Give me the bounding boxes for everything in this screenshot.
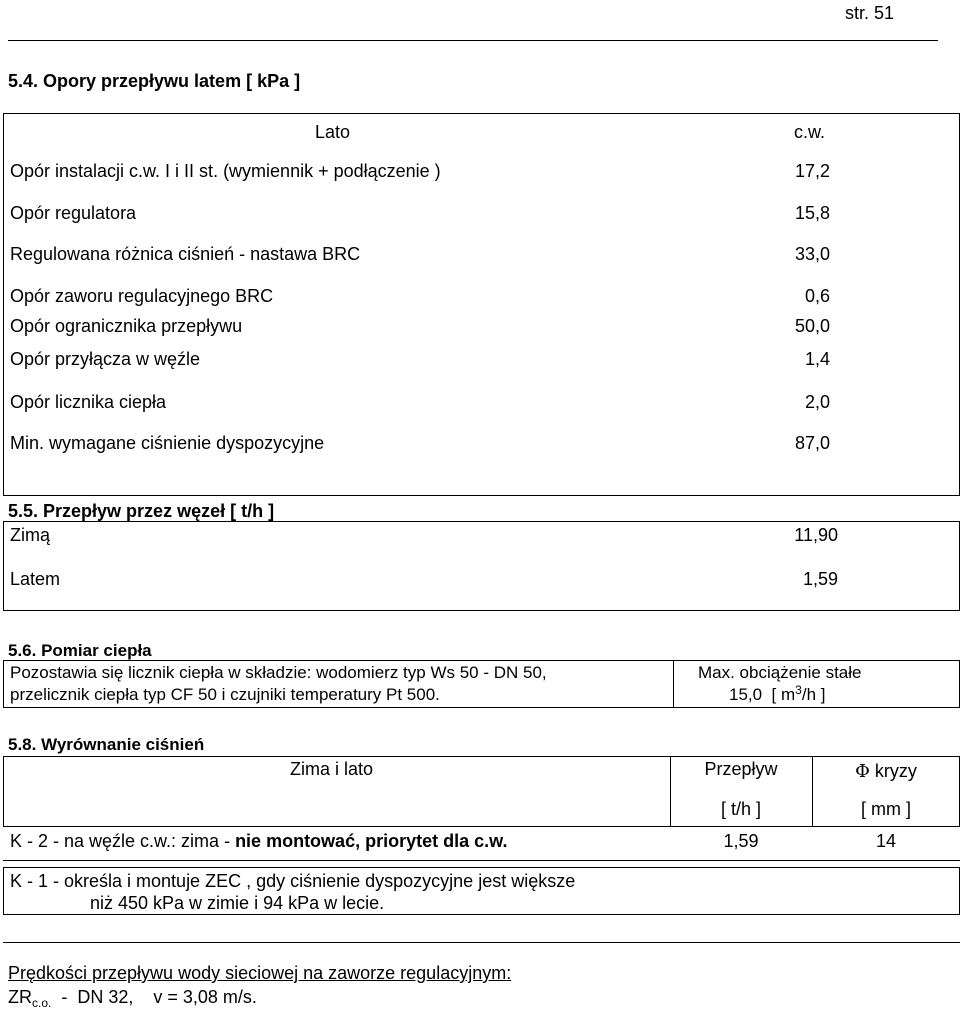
- k2-diameter: 14: [875, 831, 897, 851]
- heat-meter-text-1: Pozostawia się licznik ciepła w składzie: wodomierz typ Ws 50 - DN 50,: [10, 663, 547, 682]
- section-5-6-heading: 5.6. Pomiar ciepła: [8, 641, 152, 660]
- row-label: Min. wymagane ciśnienie dyspozycyjne: [10, 433, 325, 453]
- flow-winter-value: 11,90: [794, 525, 838, 545]
- flow-winter-label: Zimą: [10, 525, 50, 545]
- k1-text-2: niż 450 kPa w zimie i 94 kPa w lecie.: [90, 893, 385, 913]
- row-value: 50,0: [794, 316, 830, 336]
- heat-meter-text-2: przelicznik ciepła typ CF 50 i czujniki temperatury Pt 500.: [10, 685, 440, 704]
- row-label: Opór przyłącza w węźle: [10, 349, 201, 369]
- row-value: 17,2: [794, 161, 830, 181]
- max-load-value: 15,0 [ $m^3/h$ ]: [729, 683, 826, 704]
- table-rule: [3, 826, 960, 827]
- k2-description: K - 2 - na węźle c.w.: zima - nie montować, priorytet dla c.w.: [10, 831, 508, 851]
- row-label: Opór instalacji c.w. I i II st. (wymiennik + podłączenie ): [10, 161, 441, 181]
- row-value: 33,0: [794, 244, 830, 264]
- column-lato: Lato: [315, 122, 351, 142]
- table-rule: [3, 860, 960, 861]
- heat-meter-divider: [673, 660, 674, 708]
- row-label: Opór ogranicznika przepływu: [10, 316, 243, 336]
- k1-text-1: K - 1 - określa i montuje ZEC , gdy ciśnienie dyspozycyjne jest większe: [10, 871, 576, 891]
- section-5-8-heading: 5.8. Wyrównanie ciśnień: [8, 735, 205, 754]
- row-label: Opór licznika ciepła: [10, 392, 167, 412]
- phi-symbol: Φ: [855, 761, 870, 782]
- section-rule: [3, 942, 960, 943]
- max-load-label: Max. obciążenie stałe: [698, 663, 862, 682]
- header-rule: [8, 40, 938, 41]
- section-5-5-heading: 5.5. Przepływ przez węzeł [ t/h ]: [8, 501, 275, 521]
- flow-summer-label: Latem: [10, 569, 61, 589]
- row-value: 87,0: [794, 433, 830, 453]
- column-przeplyw-unit: [ t/h ]: [720, 799, 762, 819]
- row-value: 15,8: [794, 203, 830, 223]
- column-kryzy: Φ kryzy: [855, 761, 917, 782]
- k2-flow: 1,59: [723, 831, 759, 851]
- row-label: Opór zaworu regulacyjnego BRC: [10, 286, 274, 306]
- flow-summer-value: 1,59: [802, 569, 838, 589]
- row-value: 0,6: [804, 286, 830, 306]
- row-label: Regulowana różnica ciśnień - nastawa BRC: [10, 244, 361, 264]
- column-kryzy-unit: [ mm ]: [861, 799, 911, 819]
- column-cw: c.w.: [794, 122, 826, 142]
- row-value: 1,4: [804, 349, 830, 369]
- column-przeplyw: Przepływ: [704, 759, 778, 779]
- row-label: Opór regulatora: [10, 203, 137, 223]
- velocity-heading: Prędkości przepływu wody sieciowej na zaworze regulacyjnym:: [8, 963, 512, 983]
- column-zima-lato: Zima i lato: [290, 759, 374, 779]
- section-5-4-heading: 5.4. Opory przepływu latem [ kPa ]: [8, 71, 301, 91]
- page-number: str. 51: [845, 3, 895, 23]
- row-value: 2,0: [804, 392, 830, 412]
- velocity-value: $ZR_{c.o.}$ - DN 32, v = 3,08 m/s.: [8, 987, 257, 1010]
